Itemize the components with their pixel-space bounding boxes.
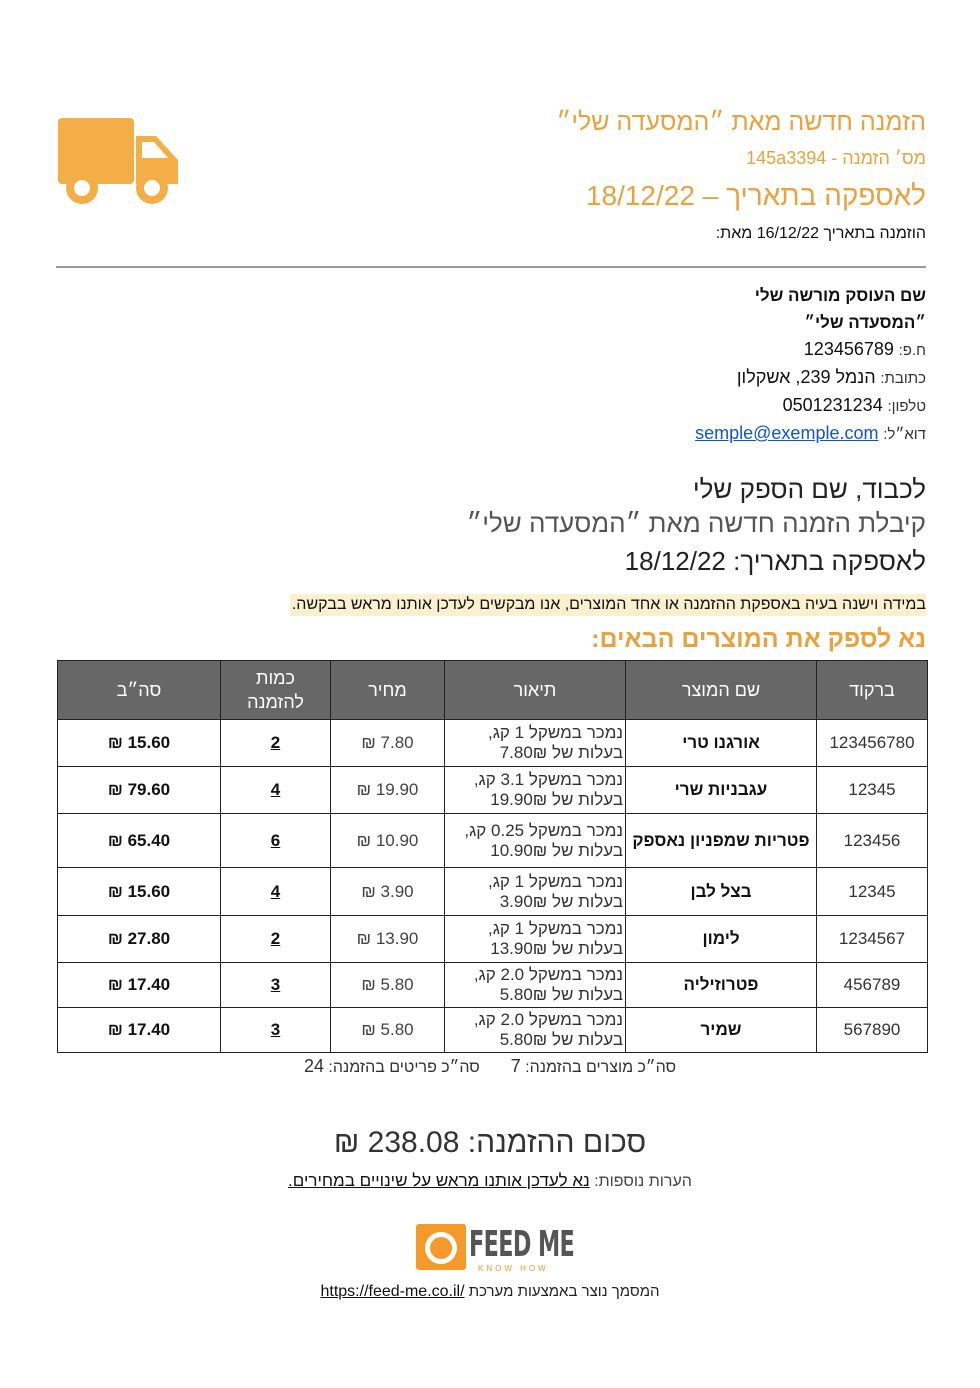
items-count-label: סה״כ פריטים בהזמנה: (328, 1059, 480, 1076)
hp-row (695, 336, 926, 364)
cell-barcode: 1234567 (817, 916, 928, 963)
phone-row (695, 392, 926, 420)
cell-product: בצל לבן (626, 868, 817, 916)
table-row (58, 1008, 928, 1053)
cell-product: עגבניות שרי (626, 767, 817, 814)
order-counts (0, 1056, 980, 1077)
desc-line1: נמכר במשקל 1 קג, (487, 919, 623, 938)
sum-label: סכום ההזמנה: (467, 1126, 647, 1159)
email-label: דוא״ל: (883, 426, 926, 443)
cell-total: 15.60 ₪ (58, 868, 221, 916)
header-description: תיאור (445, 661, 626, 720)
cell-barcode: 456789 (817, 963, 928, 1008)
table-row (58, 814, 928, 868)
cell-price: 13.90 ₪ (331, 916, 445, 963)
cell-product: לימון (626, 916, 817, 963)
table-row (58, 963, 928, 1008)
desc-line1: נמכר במשקל 0.25 קג, (464, 820, 623, 840)
cell-product: פטרוזיליה (626, 963, 817, 1008)
address-value: הנמל 239, אשקלון (736, 367, 876, 387)
header-product: שם המוצר (626, 661, 817, 720)
business-details (695, 282, 926, 448)
cell-quantity: 6 (221, 814, 331, 868)
phone-label: טלפון: (887, 398, 926, 415)
hp-label: ח.פ: (898, 342, 926, 359)
notes-value: נא לעדכן אותנו מראש על שינויים במחירים. (288, 1171, 590, 1190)
address-label: כתובת: (880, 370, 926, 387)
table-row (58, 767, 928, 814)
table-row (58, 868, 928, 916)
greeting-prefix: לכבוד, (855, 474, 926, 504)
address-row (695, 364, 926, 392)
desc-line2: בעלות של 5.80₪ (499, 1030, 623, 1049)
cell-total: 65.40 ₪ (58, 814, 221, 868)
cell-price: 7.80 ₪ (331, 720, 445, 767)
cell-price: 5.80 ₪ (331, 1008, 445, 1053)
cell-total: 17.40 ₪ (58, 1008, 221, 1053)
items-count-value: 24 (303, 1056, 324, 1076)
table-row (58, 720, 928, 767)
cell-description (445, 720, 626, 767)
greeting-delivery (467, 544, 926, 578)
delivery-date-heading: לאספקה בתאריך – 18/12/22 (585, 180, 926, 211)
supply-heading: נא לספק את המוצרים הבאים: (591, 625, 926, 653)
cell-product: שמיר (626, 1008, 817, 1053)
cell-description (445, 1008, 626, 1053)
desc-line2: בעלות של 13.90₪ (490, 939, 623, 958)
cell-quantity: 4 (221, 767, 331, 814)
cell-price: 3.90 ₪ (331, 868, 445, 916)
cell-price: 19.90 ₪ (331, 767, 445, 814)
received-line: קיבלת הזמנה חדשה מאת ״המסעדה שלי״ (466, 508, 926, 538)
products-table (57, 660, 928, 1053)
sum-value: 238.08 ₪ (333, 1126, 460, 1159)
footer (0, 1283, 980, 1301)
logo-subtext: KNOW HOW (478, 1264, 549, 1273)
supplier-name: שם הספק שלי (692, 474, 848, 504)
cell-description (445, 916, 626, 963)
notes-label: הערות נוספות: (594, 1173, 692, 1190)
cell-product: אורגנו טרי (626, 720, 817, 767)
desc-line2: בעלות של 3.90₪ (499, 891, 623, 911)
cell-description (445, 963, 626, 1008)
delivery-label: לאספקה בתאריך: (733, 546, 926, 576)
business-name: שם העוסק מורשה שלי (754, 286, 926, 305)
table-row (58, 916, 928, 963)
footer-link[interactable]: https://feed-me.co.il/ (320, 1283, 465, 1300)
delivery-value: 18/12/22 (624, 546, 726, 576)
desc-line1: נמכר במשקל 2.0 קג, (473, 965, 623, 984)
divider (56, 266, 926, 268)
header-barcode: ברקוד (817, 661, 928, 720)
cell-description (445, 868, 626, 916)
cell-quantity: 2 (221, 916, 331, 963)
greeting-to (467, 472, 926, 506)
cell-quantity: 3 (221, 963, 331, 1008)
cell-total: 17.40 ₪ (58, 963, 221, 1008)
header-quantity-line1: כמות (256, 668, 295, 688)
cell-description (445, 814, 626, 868)
header-total: סה״ב (58, 661, 221, 720)
footer-text: המסמך נוצר באמצעות מערכת (468, 1283, 660, 1300)
cell-total: 15.60 ₪ (58, 720, 221, 767)
cell-barcode: 12345 (817, 868, 928, 916)
cell-total: 79.60 ₪ (58, 767, 221, 814)
cell-barcode: 123456780 (817, 720, 928, 767)
desc-line1: נמכר במשקל 1 קג, (487, 723, 623, 742)
cell-quantity: 4 (221, 868, 331, 916)
email-link[interactable]: semple@exemple.com (695, 423, 879, 443)
additional-notes (0, 1171, 980, 1191)
delivery-truck-icon (56, 116, 180, 206)
header-quantity (221, 661, 331, 720)
order-sum (0, 1126, 980, 1160)
cell-quantity: 3 (221, 1008, 331, 1053)
cell-price: 10.90 ₪ (331, 814, 445, 868)
order-number: מס׳ הזמנה - 145a3394 (746, 148, 926, 168)
cell-barcode: 567890 (817, 1008, 928, 1053)
desc-line1: נמכר במשקל 3.1 קג, (473, 770, 623, 789)
greeting (467, 472, 926, 578)
cell-barcode: 123456 (817, 814, 928, 868)
restaurant-name: ״המסעדה שלי״ (804, 313, 926, 332)
cell-total: 27.80 ₪ (58, 916, 221, 963)
header-quantity-line2: להזמנה (247, 692, 304, 712)
desc-line2: בעלות של 5.80₪ (499, 985, 623, 1004)
desc-line1: נמכר במשקל 2.0 קג, (473, 1010, 623, 1029)
cell-quantity: 2 (221, 720, 331, 767)
header-price: מחיר (331, 661, 445, 720)
email-row (695, 420, 926, 448)
cell-description (445, 767, 626, 814)
ordered-on: הוזמנה בתאריך 16/12/22 מאת: (715, 225, 926, 242)
cell-product: פטריות שמפניון נאספק (626, 814, 817, 868)
phone-value: 0501231234 (782, 395, 883, 415)
desc-line2: בעלות של 10.90₪ (490, 840, 623, 860)
products-count-value: 7 (510, 1056, 521, 1076)
desc-line1: נמכר במשקל 1 קג, (487, 871, 623, 891)
hp-value: 123456789 (803, 339, 894, 359)
desc-line2: בעלות של 7.80₪ (499, 743, 623, 762)
desc-line2: בעלות של 19.90₪ (490, 790, 623, 809)
table-header-row (58, 661, 928, 720)
cell-barcode: 12345 (817, 767, 928, 814)
order-title: הזמנה חדשה מאת ״המסעדה שלי״ (556, 108, 926, 136)
logo-mark-icon (416, 1224, 466, 1270)
feed-me-logo (416, 1222, 575, 1273)
products-count-label: סה״כ מוצרים בהזמנה: (525, 1059, 677, 1076)
cell-price: 5.80 ₪ (331, 963, 445, 1008)
notice-banner: במידה וישנה בעיה באספקת ההזמנה או אחד המוצרים, אנו מבקשים לעדכן אותנו מראש בבקשה. (290, 594, 926, 616)
logo-text: FEED ME (469, 1224, 575, 1265)
